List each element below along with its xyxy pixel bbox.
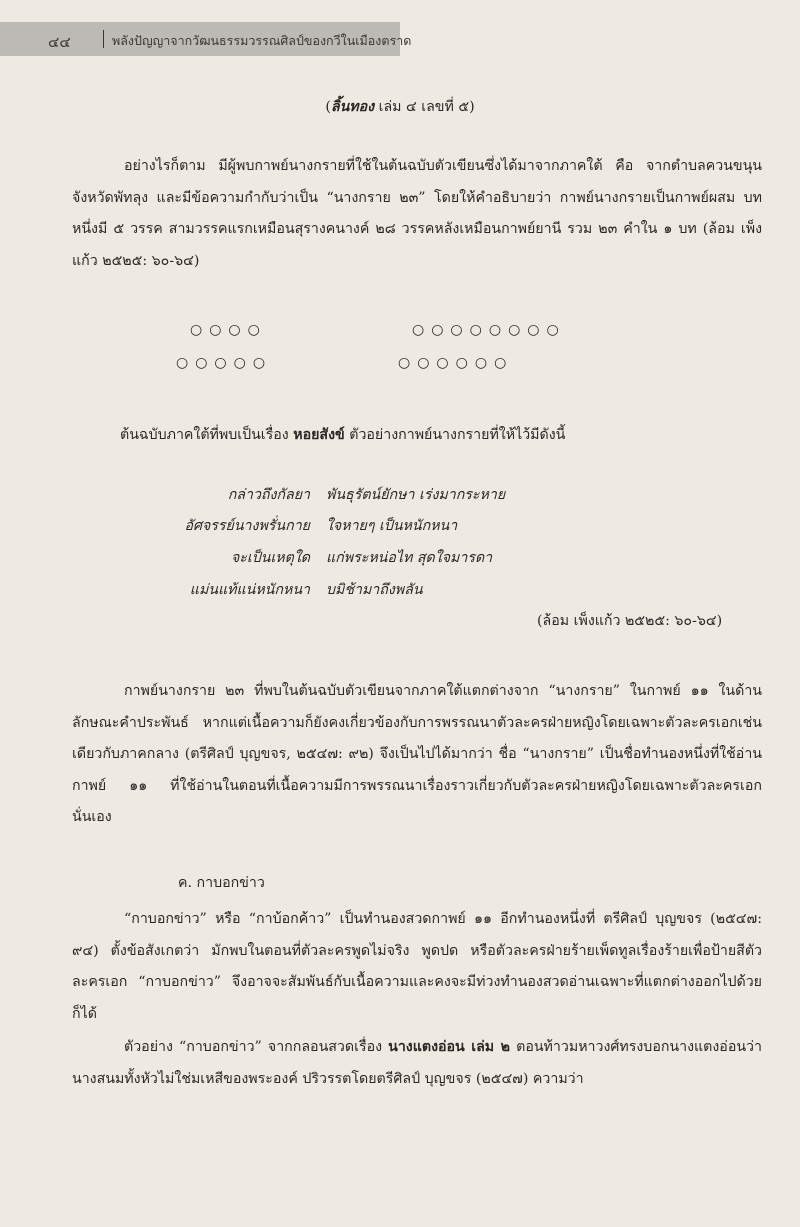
top-citation-title: ลิ้นทอง <box>330 99 375 115</box>
paragraph-1-block <box>72 151 762 277</box>
header-divider <box>103 30 104 48</box>
paragraph-2-block <box>72 420 772 452</box>
verse-citation: (ล้อม เพ็งแก้ว ๒๕๒๕: ๖๐-๖๔) <box>537 613 723 629</box>
top-citation-rest: เล่ม ๔ เลขที่ ๕) <box>374 99 475 115</box>
paragraph-3-block <box>72 676 762 834</box>
paragraph-2 <box>72 420 772 452</box>
running-title: พลังปัญญาจากวัฒนธรรมวรรณศิลป์ของกวีในเมืองตราด <box>112 33 412 48</box>
verse-line <box>0 579 800 611</box>
top-citation: (ลิ้นทอง เล่ม ๔ เลขที่ ๕) <box>325 99 475 115</box>
paragraph-1: อย่างไรก็ตาม มีผู้พบกาพย์นางกรายที่ใช้ในต้นฉบับตัวเขียนซึ่งได้มาจากภาคใต้ คือ จากตำบลควนขนุน จังหวัดพัทลุง และมีข้อความกำกับว่าเป็น “นางกราย ๒๓” โดยให้คำอธิบายว่า กาพย์นางกรายเป็นกาพย์ผสม บทหนึ่งมี ๕ วรรค สามวรรคแรกเหมือนสุรางคนางค์ ๒๘ วรรคหลังเหมือนกาพย์ยานี รวม ๒๓ คำใน ๑ บท (ล้อม เพ็งแก้ว ๒๕๒๕: ๖๐-๖๔) <box>72 158 762 269</box>
paragraph-5-bold: นางแตงอ่อน เล่ม ๒ <box>388 1039 511 1055</box>
verse-left: จะเป็นเหตุใด <box>230 550 310 566</box>
paragraph-5-text: ตัวอย่าง “กาบอกข่าว” จากกลอนสวดเรื่อง <box>124 1039 389 1055</box>
paragraph-2-bold: หอยสังข์ <box>293 427 345 443</box>
section-heading: ค. กาบอกข่าว <box>178 875 265 891</box>
separator-row-2-left: ○○○○○ <box>176 355 273 371</box>
verse-line <box>0 484 800 516</box>
verse-left: อัศจรรย์นางพรั่นกาย <box>184 518 310 534</box>
verse-left: แม่นแท้แน่หนักหนา <box>189 582 310 598</box>
paragraph-2-text-after: ตัวอย่างกาพย์นางกรายที่ให้ไว้มีดังนี้ <box>344 427 566 443</box>
verse-line <box>0 547 800 579</box>
verse-right: บมิช้ามาถึงพลัน <box>326 582 423 598</box>
paragraph-5-block <box>72 1032 762 1095</box>
paragraph-5-text-after: ตอนท้าวมหาวงศ์ทรงบอกนางแตงอ่อนว่านางสนมทั้งหัวไม่ใช่มเหสีของพระองค์ ปริวรรตโดยตรีศิลป์ บุญขจร (๒๕๔๗) ความว่า <box>72 1039 762 1087</box>
paragraph-5 <box>72 1032 762 1095</box>
verse-line <box>0 515 800 547</box>
paragraph-4: “กาบอกข่าว” หรือ “กาบ้อกค้าว” เป็นทำนองสวดกาพย์ ๑๑ อีกทำนองหนึ่งที่ ตรีศิลป์ บุญขจร (๒๕๔๗: ๙๔) ตั้งข้อสังเกตว่า มักพบในตอนที่ตัวละครพูดไม่จริง พูดปด หรือตัวละครฝ่ายร้ายเพ็ดทูลเรื่องร้ายเพื่อป้ายสีตัวละครเอก “กาบอกข่าว” จึงอาจจะสัมพันธ์กับเนื้อความและคงจะมีท่วงทำนองสวดอ่านเฉพาะที่แตกต่างออกไปด้วยก็ได้ <box>72 911 762 1022</box>
verse-right: ใจหายๆ เป็นหนักหนา <box>326 518 458 534</box>
paragraph-2-text: ต้นฉบับภาคใต้ที่พบเป็นเรื่อง <box>120 427 294 443</box>
paragraph-3: กาพย์นางกราย ๒๓ ที่พบในต้นฉบับตัวเขียนจากภาคใต้แตกต่างจาก “นางกราย” ในกาพย์ ๑๑ ในด้านลักษณะคำประพันธ์ หากแต่เนื้อความก็ยังคงเกี่ยวข้องกับการพรรณนาตัวละครฝ่ายหญิงโดยเฉพาะตัวละครเอกเช่นเดียวกับภาคกลาง (ตรีศิลป์ บุญขจร, ๒๕๔๗: ๙๒) จึงเป็นไปได้มากว่า ชื่อ “นางกราย” เป็นชื่อทำนองหนึ่งที่ใช้อ่านกาพย์ ๑๑ ที่ใช้อ่านในตอนที่เนื้อความมีการพรรณนาเรื่องราวเกี่ยวกับตัวละครฝ่ายหญิงโดยเฉพาะตัวละครเอกนั่นเอง <box>72 683 762 825</box>
separator-row-2-right: ○○○○○○ <box>398 355 514 371</box>
page-number: ๔๔ <box>48 33 71 51</box>
separator-row-1-right: ○○○○○○○○ <box>412 322 566 338</box>
verse-right: แก่พระหน่อไท สุดใจมารดา <box>326 550 493 566</box>
paragraph-4-block <box>72 904 762 1030</box>
separator-row-1-left: ○○○○ <box>190 322 267 338</box>
verse-right: พันธุรัตน์ยักษา เร่งมากระหาย <box>326 487 506 503</box>
verse-left: กล่าวถึงกัลยา <box>227 487 310 503</box>
